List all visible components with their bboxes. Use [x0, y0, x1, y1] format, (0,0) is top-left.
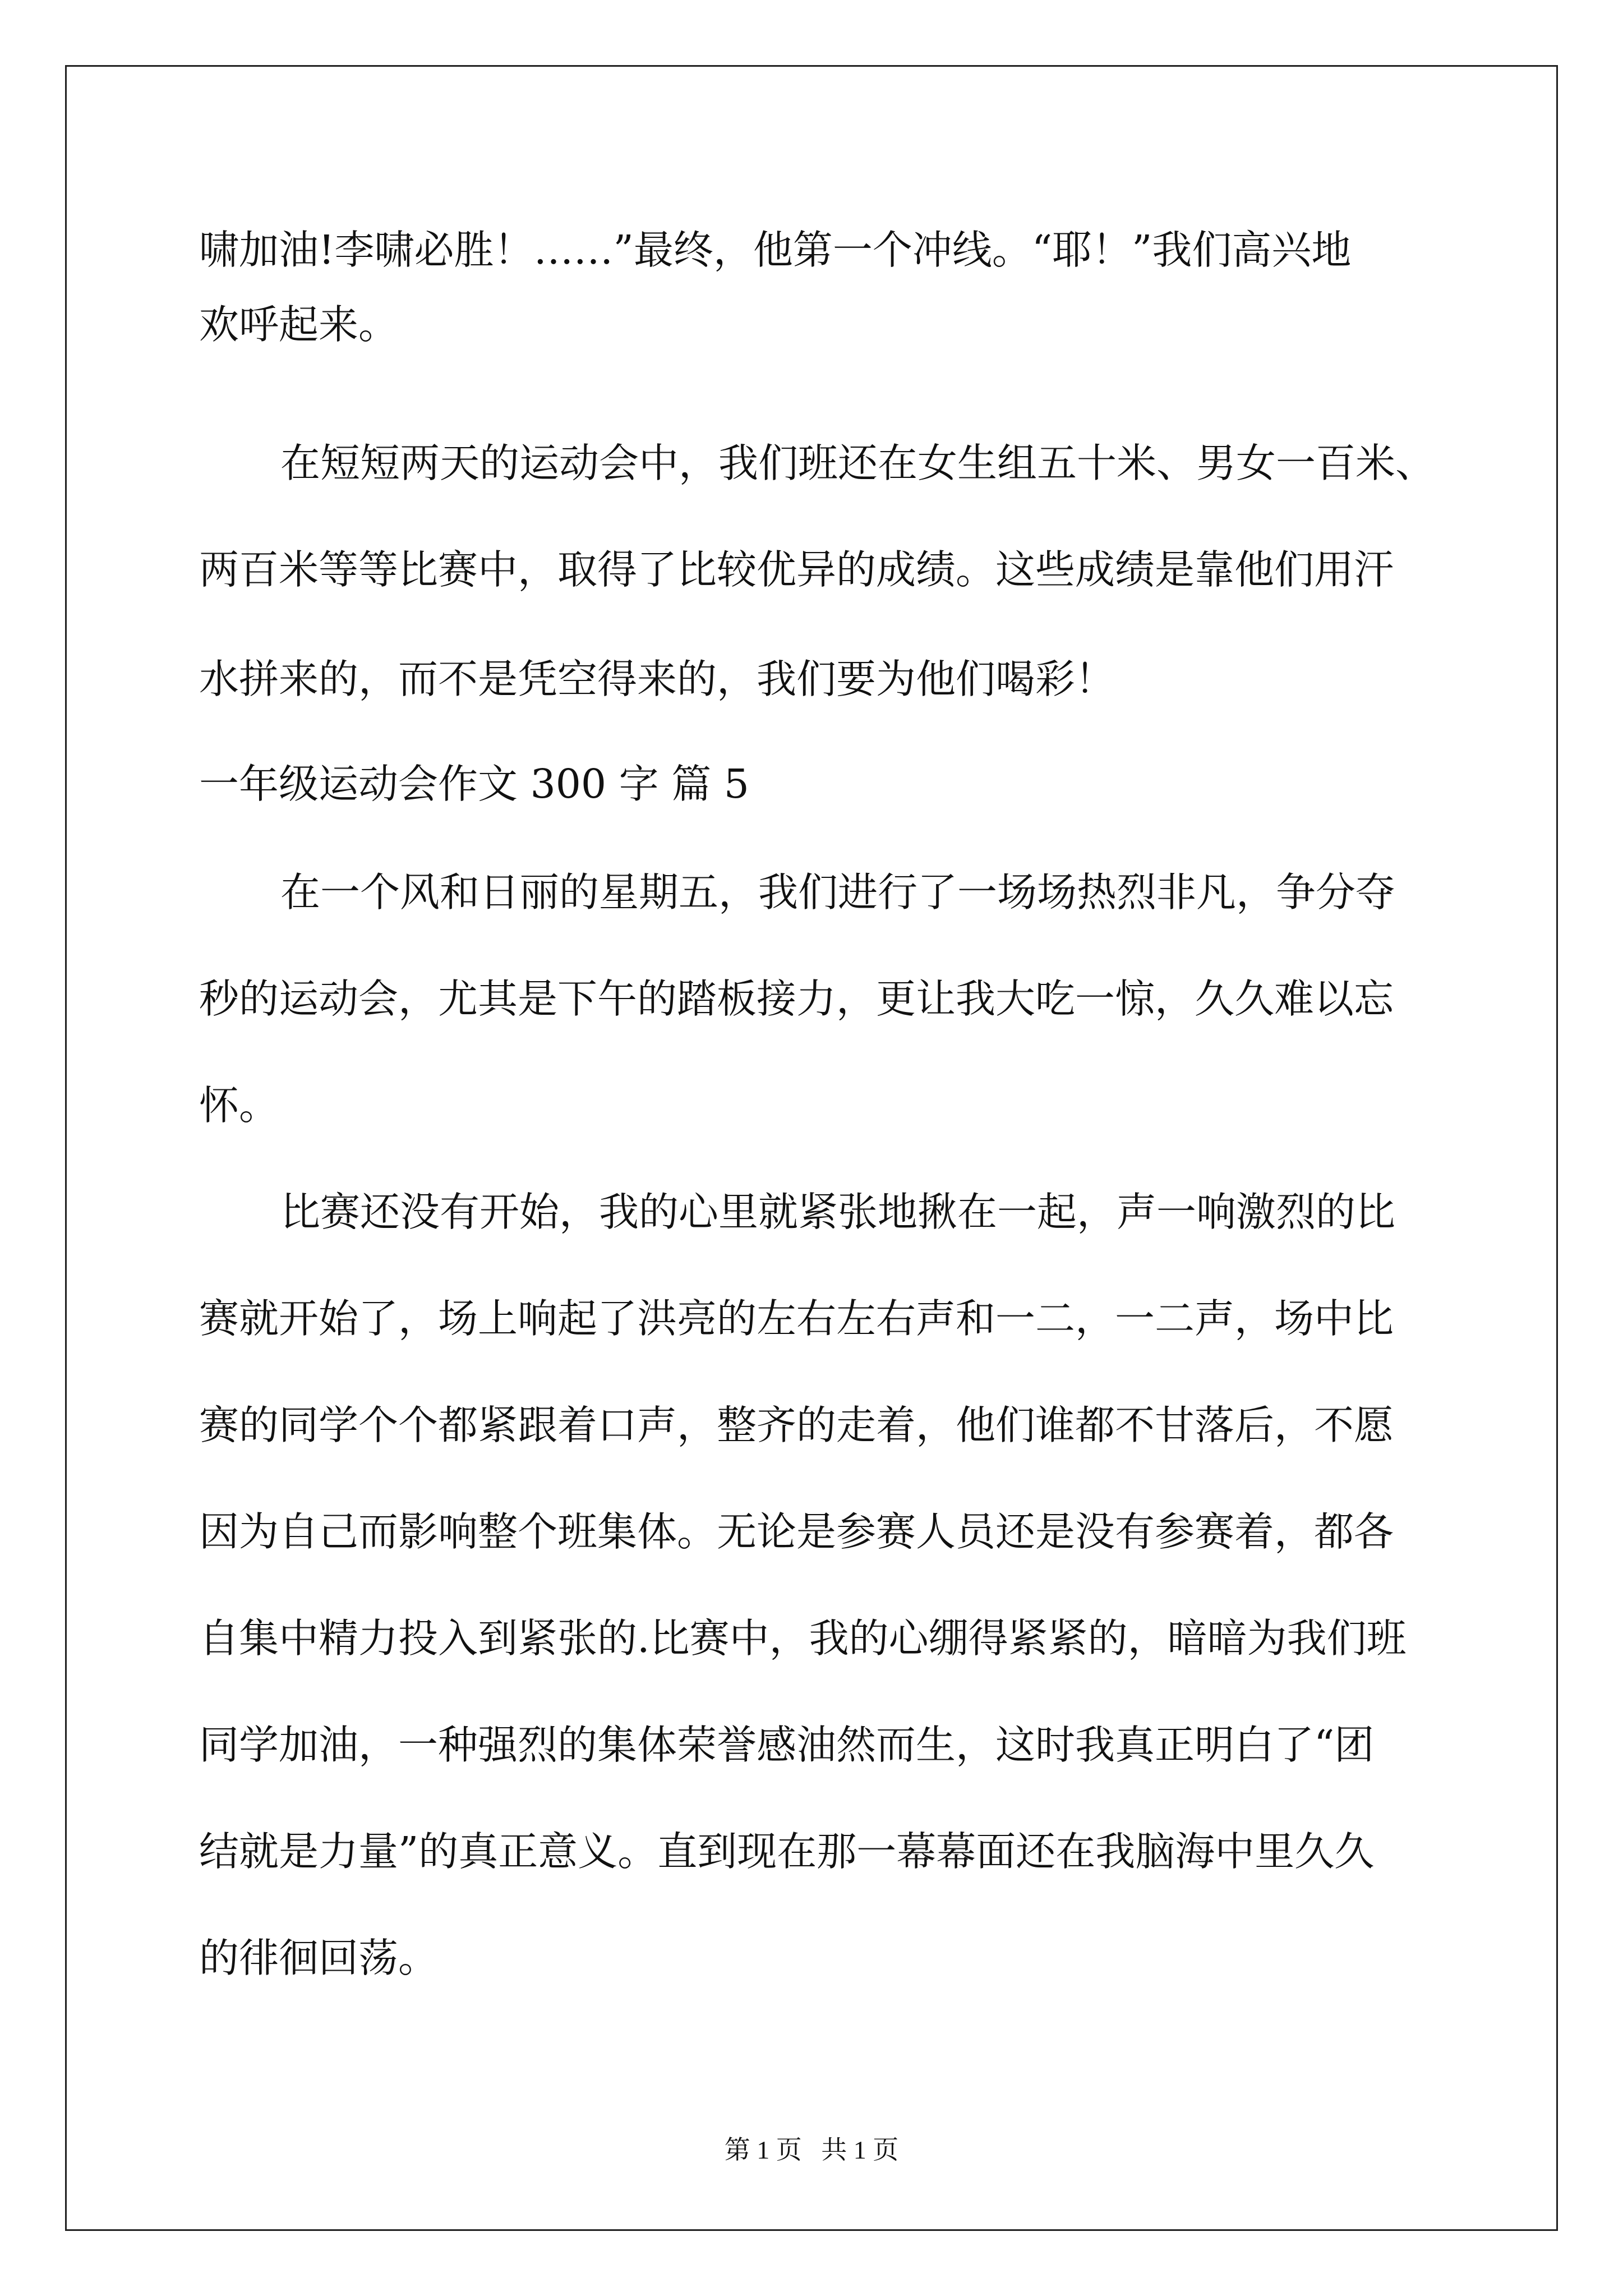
text-line-2: 欢呼起来。 — [199, 301, 399, 348]
text-line-13: 因为自己而影响整个班集体。无论是参赛人员还是没有参赛着，都各 — [199, 1508, 1394, 1555]
text-line-12: 赛的同学个个都紧跟着口声，整齐的走着，他们谁都不甘落后，不愿 — [199, 1402, 1394, 1448]
text-line-17: 的徘徊回荡。 — [199, 1935, 439, 1981]
text-line-8: 秒的运动会，尤其是下午的踏板接力，更让我大吃一惊，久久难以忘 — [199, 976, 1394, 1022]
text-line-3: 在短短两天的运动会中，我们班还在女生组五十米、男女一百米、 — [280, 440, 1436, 486]
page-footer: 第 1 页 共 1 页 — [724, 2136, 899, 2164]
text-line-5: 水拼来的，而不是凭空得来的，我们要为他们喝彩！ — [199, 656, 1115, 702]
text-line-14: 自集中精力投入到紧张的.比赛中，我的心绷得紧紧的，暗暗为我们班 — [199, 1615, 1407, 1662]
text-line-7: 在一个风和日丽的星期五，我们进行了一场场热烈非凡，争分夺 — [280, 869, 1396, 915]
text-line-15: 同学加油，一种强烈的集体荣誉感油然而生，这时我真正明白了“团 — [199, 1722, 1375, 1768]
text-line-4: 两百米等等比赛中，取得了比较优异的成绩。这些成绩是靠他们用汗 — [199, 546, 1394, 593]
text-line-9: 怀。 — [199, 1082, 279, 1129]
text-line-1: 啸加油!李啸必胜！……”最终，他第一个冲线。“耶！”我们高兴地 — [199, 227, 1352, 273]
page-border — [65, 65, 1558, 2231]
section-heading: 一年级运动会作文 300 字 篇 5 — [199, 761, 749, 807]
text-line-16: 结就是力量”的真正意义。直到现在那一幕幕面还在我脑海中里久久 — [199, 1828, 1375, 1875]
text-line-11: 赛就开始了，场上响起了洪亮的左右左右声和一二，一二声，场中比 — [199, 1295, 1394, 1342]
text-line-10: 比赛还没有开始，我的心里就紧张地揪在一起，声一响激烈的比 — [280, 1189, 1396, 1235]
